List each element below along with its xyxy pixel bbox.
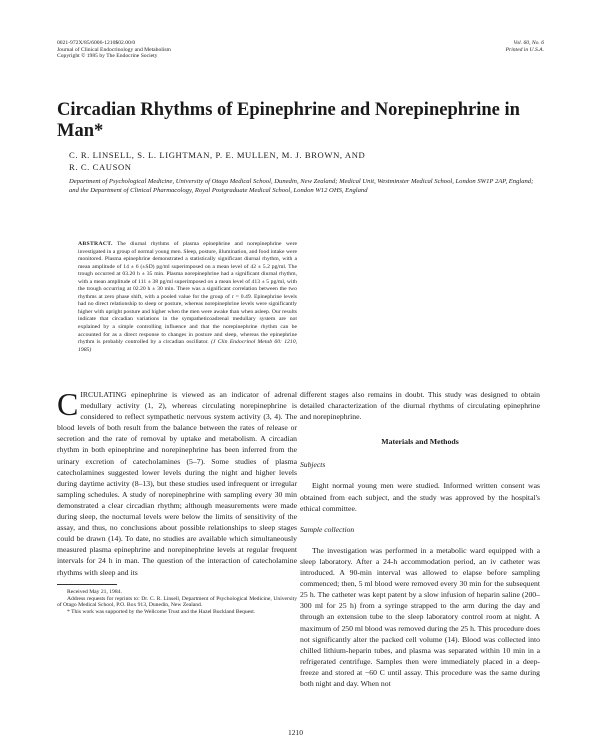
introduction-paragraph — [57, 386, 297, 578]
author-list — [69, 149, 539, 173]
body-column-right — [300, 389, 540, 689]
sample-collection-paragraph: The investigation was performed in a metabolic ward equipped with a sleep laboratory. After a 24-h accommodation period, an iv catheter was introduced. A 90-min interval was allowed to elapse before sampling commenced; then, 5 ml blood were removed every 30 min for the subsequent 25 h. The catheter was kept patent by a slow infusion of heparin saline (200–300 ml for 25 h) from a syringe strapped to the arm during the day and through an extension tube to the sleep laboratory control room at night. A maximum of 250 ml blood was removed during the 25 h. This procedure does not significantly alter the packed cell volume (14). Blood was collected into chilled lithium-heparin tubes, and plasma was separated within 10 min in a refrigerated centrifuge. Samples then were immediately placed in a deep-freeze and stored at −60 C until assay. This procedure was the same during both night and day. When not — [300, 545, 540, 688]
footnotes — [57, 589, 297, 617]
body-column-left — [57, 386, 297, 616]
introduction-text: IRCULATING epinephrine is viewed as an indicator of adrenal medullary activity (1, 2), whereas circulating norepinephrine is considered to reflect sympathetic nervous system activity (3, 4). The blood levels of both result from the balance between the rates of release or secretion and the rate of removal by uptake and metabolism. A circadian rhythm in both epinephrine and norepinephrine has been inferred from the urinary excretion of catecholamines (5–7). Some studies of plasma catecholamines suggested lower levels during the night and higher levels during daytime activity (8–13), but these studies used infrequent or irregular sampling schedules. A study of norepinephrine with sampling every 30 min demonstrated a clear circadian rhythm; although measurements were made during sleep, the nocturnal levels were below the limits of sensitivity of the assay, and thus, no conclusions about possible relationships to sleep stages could be drawn (14). To date, no studies are available which simultaneously measured plasma epinephrine and norepinephrine levels at regular frequent intervals for 24 h in man. The question of the interaction of catecholamine rhythms with sleep and its — [57, 390, 297, 577]
printed-in: Printed in U.S.A. — [505, 46, 544, 53]
subsection-heading-subjects: Subjects — [300, 460, 326, 470]
volume-header — [506, 40, 544, 53]
author-line: R. C. CAUSON — [69, 162, 132, 172]
article-title: Circadian Rhythms of Epinephrine and Norepinephrine in Man* — [57, 100, 520, 141]
journal-header-line: Journal of Clinical Endocrinology and Metabolism — [57, 46, 171, 53]
drop-cap: C — [57, 386, 79, 422]
footnote-address: Address requests for reprints to: Dr. C. R. Linsell, Department of Psychological Medicine, University of Otago Medical School, P.O. Box 913, Dunedin, New Zealand. — [57, 595, 297, 609]
intro-continuation: different stages also remains in doubt. This study was designed to obtain detailed characterization of the diurnal rhythms of circulating epinephrine and norepinephrine. — [300, 390, 540, 422]
subsection-heading-sample-collection: Sample collection — [300, 524, 355, 534]
abstract-citation: (J Clin Endocrinol Metab 60: 1210, 1985) — [78, 339, 297, 353]
page-number: 1210 — [288, 728, 303, 737]
subjects-paragraph: Eight normal young men were studied. Informed written consent was obtained from each subject, and the study was approved by the hospital's ethical committee. — [300, 481, 540, 513]
journal-header-line: Copyright © 1985 by The Endocrine Society — [57, 53, 158, 60]
abstract-label: ABSTRACT. — [78, 241, 113, 247]
footnote-support: * This work was supported by the Wellcome Trust and the Hazel Buckland Bequest. — [67, 609, 256, 616]
abstract — [78, 241, 530, 367]
footnote-received: Received May 21, 1984. — [67, 588, 122, 595]
author-line: C. R. LINSELL, S. L. LIGHTMAN, P. E. MULLEN, M. J. BROWN, AND — [69, 150, 366, 160]
journal-header-line: 0021-972X/85/6006-1210$02.00/0 — [57, 40, 136, 46]
footnote-rule — [57, 584, 117, 585]
section-heading: Materials and Methods — [381, 437, 459, 447]
volume-number: Vol. 60, No. 6 — [513, 40, 544, 46]
affiliations: Department of Psychological Medicine, University of Otago Medical School, Dunedin, New Zealand; Medical Unit, Westminster Medical School, London SW1P 2AP, England; and the Department of Clinical Pharmacology, Royal Postgraduate Medical School, London W12 OHS, England — [69, 178, 534, 194]
journal-header — [57, 40, 277, 60]
abstract-text: The diurnal rhythms of plasma epinephrine and norepinephrine were investigated in a group of normal young men. Sleep, posture, illumination, and food intake were monitored. Plasma epinephrine demonstrated a statistically significant diurnal rhythm, with a mean amplitude of 14 ± 6 (±SD) pg/ml superimposed on a mean level of 42 ± 5.2 pg/ml. The trough occurred at 03.20 h ± 35 min. Plasma norepinephrine had a significant diurnal rhythm, with a mean amplitude of 111 ± 38 pg/ml superimposed on a mean level of 413 ± 5 pg/ml, with the trough occurring at 02.20 h ± 30 min. There was a significant correlation between the two rhythms at zero phase shift, with a pooled value for the group of r = 0.49. Epinephrine levels had no direct relationship to sleep or posture, whereas norepinephrine levels were significantly higher with upright posture and higher when the men were awake than when asleep. Our results indicate that circadian variations in the sympatheticoadrenal medullary system are not explained by a simple controlling influence and that the norepinephrine rhythm can be accounted for as a direct response to changes in posture and sleep, whereas the epinephrine rhythm is probably controlled by a circadian oscillator. — [78, 241, 297, 346]
